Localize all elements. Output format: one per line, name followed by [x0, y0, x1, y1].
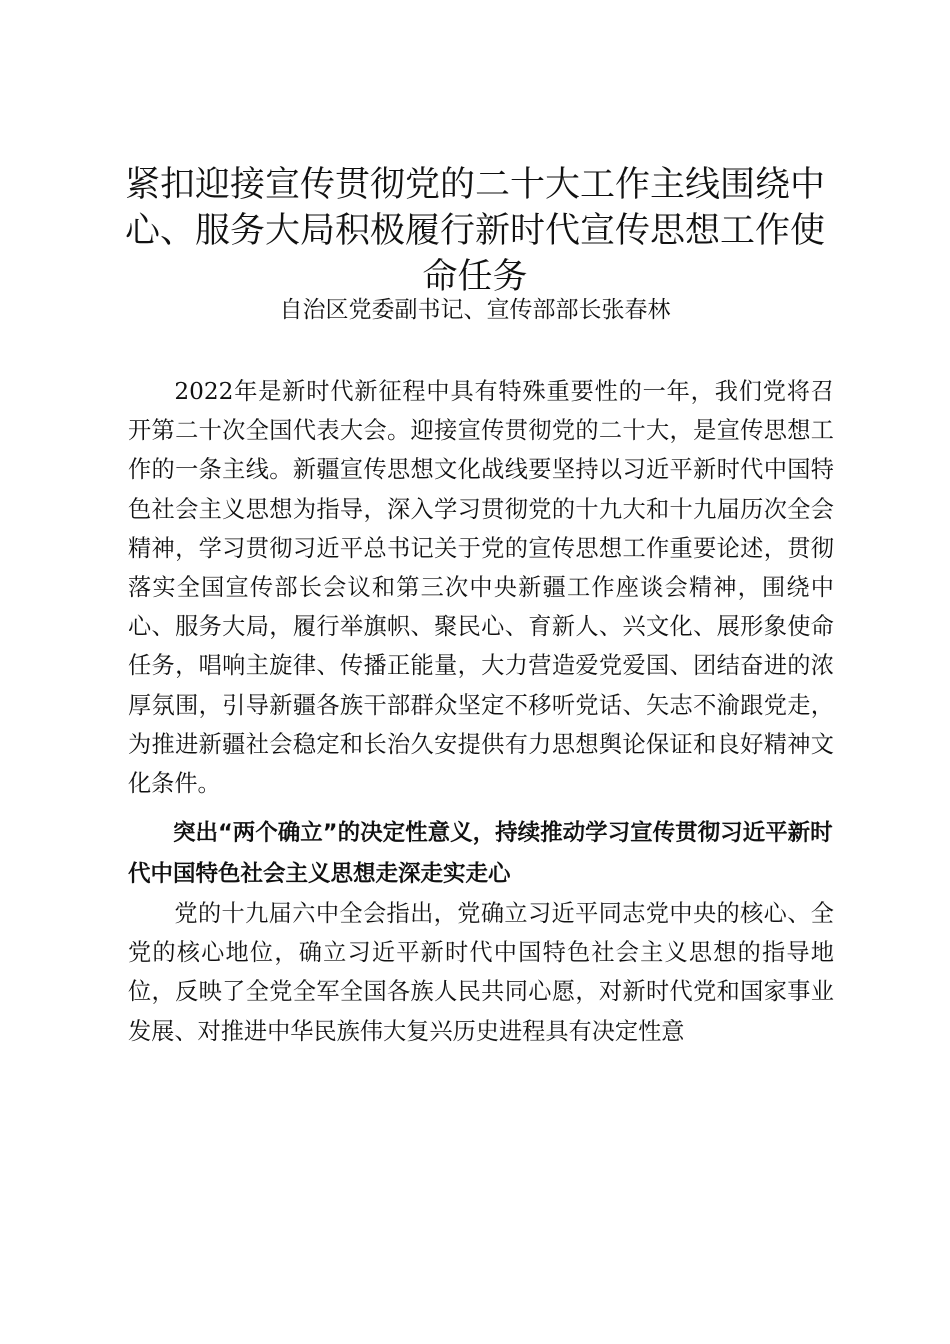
document-title: 紧扣迎接宣传贯彻党的二十大工作主线围绕中心、服务大局积极履行新时代宣传思想工作使命任务	[124, 165, 825, 297]
intro-paragraph: 2022年是新时代新征程中具有特殊重要性的一年，我们党将召开第二十次全国代表大会。迎接宣传贯彻党的二十大，是宣传思想工作的一条主线。新疆宣传思想文化战线要坚持以习近平新时代中国特色社会主义思想为指导，深入学习贯彻党的十九大和十九届历次全会精神，学习贯彻习近平总书记关于党的宣传思想工作重要论述，贯彻落实全国宣传部长会议和第三次中央新疆工作座谈会精神，围绕中心、服务大局，履行举旗帜、聚民心、育新人、兴文化、展形象使命任务，唱响主旋律、传播正能量，大力营造爱党爱国、团结奋进的浓厚氛围，引导新疆各族干部群众坚定不移听党话、矢志不渝跟党走，为推进新疆社会稳定和长治久安提供有力思想舆论保证和良好精神文化条件。	[128, 378, 834, 798]
section-heading: 突出“两个确立”的决定性意义，持续推动学习宣传贯彻习近平新时代中国特色社会主义思想走深走实走心	[128, 820, 833, 887]
author-byline: 自治区党委副书记、宣传部部长张春林	[279, 297, 671, 323]
section-paragraph: 党的十九届六中全会指出，党确立习近平同志党中央的核心、全党的核心地位，确立习近平新时代中国特色社会主义思想的指导地位，反映了全党全军全国各族人民共同心愿，对新时代党和国家事业发展、对推进中华民族伟大复兴历史进程具有决定性意	[128, 900, 834, 1045]
